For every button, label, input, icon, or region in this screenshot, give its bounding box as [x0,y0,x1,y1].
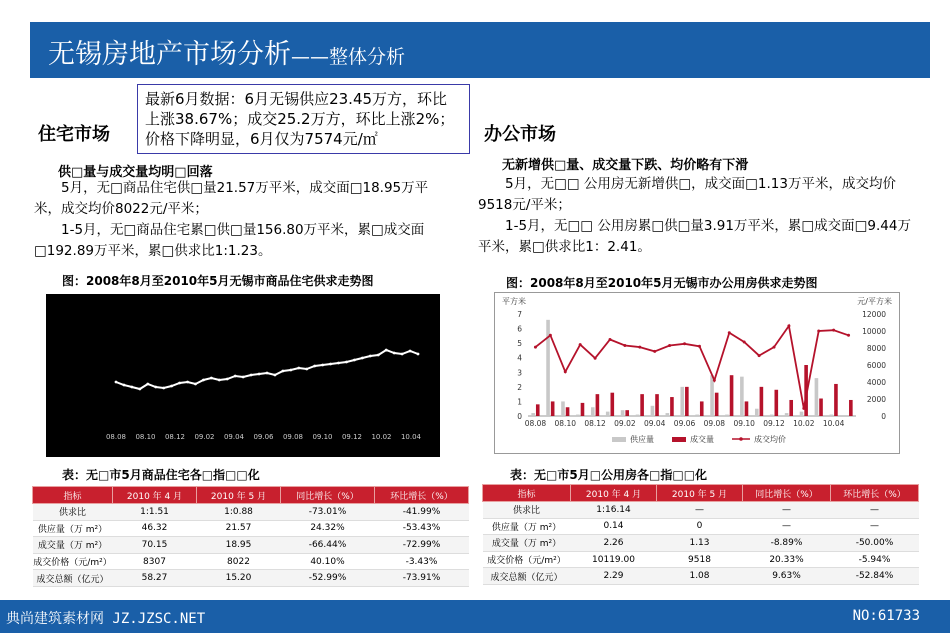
office-deal-bar [745,401,749,416]
table-header-cell: 2010 年 5 月 [657,485,743,502]
residential-x-tick-label: 09.08 [282,433,304,441]
residential-data-point [130,386,133,389]
office-supply-bar [636,415,640,416]
office-deal-bar [670,397,674,416]
office-price-point [832,329,835,332]
table-cell: 20.33% [743,551,831,568]
table-header-cell: 指标 [483,485,571,502]
residential-data-point [202,379,205,382]
office-y-right-tick: 10000 [862,327,886,336]
residential-section-title: 住宅市场 [38,124,110,145]
office-deal-bar [685,387,689,416]
table-header-row [33,487,469,504]
table-row [483,568,919,585]
table-cell: 供应量（万 m²） [483,518,571,535]
residential-indicator-table [32,486,469,587]
office-indicator-table [482,484,919,585]
table-header-cell: 2010 年 5 月 [197,487,281,504]
table-cell: — [831,502,919,519]
office-supply-bar [830,415,834,416]
table-header-cell: 环比增长（%） [831,485,919,502]
office-y-left-tick: 4 [517,353,522,363]
office-supply-bar [725,415,729,416]
table-cell: — [831,518,919,535]
table-cell: -5.94% [831,551,919,568]
table-cell: 18.95 [197,537,281,554]
table-cell: — [657,502,743,519]
latest-data-callout: 最新6月数据：6月无锡供应23.45万方，环比上涨38.67%；成交25.2万方，环比上涨2%；价格下降明显，6月仅为7574元/㎡ [137,84,470,154]
office-x-tick-label: 09.10 [733,419,755,428]
office-price-point [743,341,746,344]
residential-data-point [178,382,181,385]
office-supply-bar [740,377,744,416]
residential-chart [46,294,440,457]
residential-data-point [115,381,118,384]
table-cell: -72.99% [375,537,469,554]
table-header-cell: 同比增长（%） [281,487,375,504]
residential-data-point [393,352,396,355]
office-deal-bar [581,403,585,416]
residential-data-point [321,364,324,367]
residential-data-point [146,383,149,386]
table-cell: -53.43% [375,520,469,537]
table-cell: — [743,518,831,535]
office-x-tick-label: 10.02 [793,419,815,428]
table-row [483,551,919,568]
table-row [33,570,469,587]
footer-bar [0,600,950,633]
office-y-left-tick: 6 [517,324,522,334]
table-cell: 9518 [657,551,743,568]
residential-data-point [345,361,348,364]
office-supply-bar [666,413,670,416]
office-price-point [653,350,656,353]
footer-watermark: 典尚建筑素材网 JZ.JZSC.NET [6,611,206,627]
office-supply-bar [606,412,610,416]
residential-x-tick-label: 09.04 [223,433,245,441]
table-header-cell: 环比增长（%） [375,487,469,504]
table-cell: 1:0.88 [197,504,281,521]
office-deal-bar [760,387,764,416]
table-row [483,518,919,535]
table-cell: -8.89% [743,535,831,552]
table-cell: 0.14 [571,518,657,535]
office-y-right-tick: 8000 [866,344,886,353]
office-supply-bar [770,415,774,416]
table-cell: 10119.00 [571,551,657,568]
residential-para-1: 5月，无□商品住宅供□量21.57万平米，成交面□18.95万平米，成交均价8022元/平米； [34,180,429,217]
table-cell: -3.43% [375,553,469,570]
office-deal-bar [700,401,704,416]
office-supply-bar [591,407,595,416]
office-price-point [594,357,597,360]
residential-data-point [409,350,412,353]
residential-data-point [281,370,284,373]
title-banner [30,22,930,78]
table-cell: 成交总额（亿元） [33,570,113,587]
office-deal-bar [775,390,779,416]
office-price-point [609,338,612,341]
office-supply-bar [815,378,819,416]
table-row [33,553,469,570]
residential-data-point [154,386,157,389]
table-header-cell: 2010 年 4 月 [113,487,197,504]
residential-data-point [353,359,356,362]
residential-data-point [266,372,269,375]
residential-data-point [361,357,364,360]
office-x-tick-label: 08.10 [554,419,577,428]
office-price-point [638,346,641,349]
residential-data-point [313,365,316,368]
office-legend-supply-swatch [612,437,626,442]
table-cell: 供应量（万 m²） [33,520,113,537]
table-cell: 2.26 [571,535,657,552]
office-x-tick-label: 09.06 [673,419,696,428]
page-title: 无锡房地产市场分析——整体分析 [48,39,406,70]
office-price-point [668,344,671,347]
residential-data-point [258,373,261,376]
table-cell: 2.29 [571,568,657,585]
office-y-right-tick: 12000 [862,310,886,319]
office-price-point [623,344,626,347]
table-row [33,504,469,521]
table-cell: -50.00% [831,535,919,552]
footer-number: NO:61733 [852,608,920,624]
residential-data-point [194,383,197,386]
table-cell: 9.63% [743,568,831,585]
table-cell: -66.44% [281,537,375,554]
office-deal-bar [789,400,793,416]
office-y-left-label: 平方米 [502,297,526,306]
table-cell: 成交价格（元/m²） [483,551,571,568]
office-deal-bar [655,394,659,416]
office-deal-bar [551,401,555,416]
office-supply-bar [800,412,804,416]
office-price-point [698,345,701,348]
office-price-point [579,343,582,346]
residential-para-2: 1-5月，无□商品住宅累□供□量156.80万平米，累□成交面□192.89万平米，累□供求比1:1.23。 [34,222,425,259]
office-x-tick-label: 09.08 [703,419,726,428]
office-y-left-tick: 7 [517,310,522,319]
table-header-cell: 指标 [33,487,113,504]
residential-data-point [297,367,300,370]
table-cell: 40.10% [281,553,375,570]
residential-data-point [170,385,173,388]
residential-x-tick-label: 09.10 [312,433,333,441]
office-y-right-tick: 0 [881,412,886,421]
office-x-tick-label: 09.04 [643,419,666,428]
table-cell: 15.20 [197,570,281,587]
residential-x-tick-label: 08.10 [135,433,156,441]
office-deal-bar [536,404,540,416]
office-price-point [564,370,567,373]
office-price-point [713,379,716,382]
residential-data-point [162,387,165,390]
office-table-caption: 表：无□市5月□公用房各□指□□化 [510,468,708,482]
office-y-left-tick: 5 [517,339,522,349]
residential-x-tick-label: 09.12 [341,433,363,441]
residential-x-tick-label: 08.08 [105,433,127,441]
table-cell: 1.13 [657,535,743,552]
table-cell: 1:1.51 [113,504,197,521]
office-y-right-label: 元/平方米 [857,297,892,306]
table-cell: — [743,502,831,519]
table-cell: 8022 [197,553,281,570]
office-y-left-tick: 2 [517,382,522,392]
table-row [33,537,469,554]
office-deal-bar [640,394,644,416]
office-x-tick-label: 10.04 [822,419,845,428]
table-cell: 24.32% [281,520,375,537]
table-row [483,502,919,519]
table-row [33,520,469,537]
residential-data-point [385,349,388,352]
office-legend-price-label: 成交均价 [754,435,786,444]
office-legend-deal-swatch [672,437,686,442]
table-cell: 供求比 [33,504,113,521]
table-cell: 供求比 [483,502,571,519]
table-cell: 1.08 [657,568,743,585]
office-supply-bar [680,387,684,416]
residential-x-tick-label: 10.02 [371,433,392,441]
office-y-left-tick: 1 [517,397,522,407]
office-x-tick-label: 08.08 [524,419,547,428]
office-supply-bar [561,401,565,416]
office-price-point [802,407,805,410]
office-deal-bar [625,410,629,416]
office-chart [494,292,900,454]
table-header-row [483,485,919,502]
office-price-point [549,334,552,337]
residential-table-caption: 表：无□市5月商品住宅各□指□□化 [62,468,260,482]
residential-data-point [123,384,126,387]
residential-data-point [226,378,229,381]
office-deal-bar [730,375,734,416]
office-para-1: 5月，无□□ 公用房无新增供□，成交面□1.13万平米，成交均价9518元/平米； [478,176,896,213]
residential-x-tick-label: 09.02 [194,433,215,441]
table-header-cell: 2010 年 4 月 [571,485,657,502]
office-x-tick-label: 09.02 [614,419,636,428]
office-deal-bar [596,394,600,416]
residential-chart-caption: 图：2008年8月至2010年5月无锡市商品住宅供求走势图 [62,274,374,288]
office-price-point [683,342,686,345]
office-y-right-tick: 4000 [866,378,886,387]
office-chart-caption: 图：2008年8月至2010年5月无锡市办公用房供求走势图 [506,276,818,290]
office-y-left-tick: 3 [517,368,522,378]
office-supply-bar [651,406,655,416]
table-cell: 1:16.14 [571,502,657,519]
office-text [478,174,918,258]
residential-x-tick-label: 09.06 [253,433,274,441]
office-legend-supply-label: 供应量 [630,435,654,444]
residential-data-point [138,388,141,391]
table-row [483,535,919,552]
table-cell: 成交量（万 m²） [483,535,571,552]
office-y-right-tick: 6000 [866,361,886,370]
office-price-point [847,334,850,337]
office-supply-bar [621,410,625,416]
office-supply-bar [576,415,580,416]
table-cell: 成交量（万 m²） [33,537,113,554]
office-deal-bar [566,407,570,416]
residential-subhead: 供□量与成交量均明□回落 [58,165,213,180]
residential-data-point [210,377,213,380]
office-deal-bar [715,393,719,416]
office-y-left-tick: 0 [517,412,522,421]
residential-data-point [305,368,308,371]
office-price-point [773,346,776,349]
table-cell: 46.32 [113,520,197,537]
office-subhead: 无新增供□量、成交量下跌、均价略有下滑 [502,158,749,173]
table-header-cell: 同比增长（%） [743,485,831,502]
office-price-point [787,324,790,327]
residential-data-point [218,379,221,382]
office-deal-bar [834,384,838,416]
residential-data-point [377,354,380,357]
office-price-point [534,346,537,349]
residential-data-point [274,374,277,377]
office-legend-deal-label: 成交量 [690,435,714,444]
table-cell: 70.15 [113,537,197,554]
table-cell: -41.99% [375,504,469,521]
table-cell: 21.57 [197,520,281,537]
office-supply-bar [755,409,759,416]
table-cell: -73.91% [375,570,469,587]
office-deal-bar [849,400,853,416]
office-price-point [817,330,820,333]
residential-data-point [337,362,340,365]
office-supply-bar [531,413,535,416]
residential-data-point [234,375,237,378]
office-para-2: 1-5月，无□□ 公用房累□供□量3.91万平米，累□成交面□9.44万平米，累□供求比1：2.41。 [478,218,911,255]
page-subtitle: ——整体分析 [291,46,406,68]
table-cell: 8307 [113,553,197,570]
residential-data-point [289,369,292,372]
residential-data-point [186,381,189,384]
office-legend-price-marker [739,437,743,441]
residential-text [34,178,439,262]
residential-data-point [329,363,332,366]
office-supply-bar [695,415,699,416]
table-cell: 成交总额（亿元） [483,568,571,585]
table-cell: 58.27 [113,570,197,587]
office-y-right-tick: 2000 [866,395,886,404]
office-chart-frame [495,293,900,454]
table-cell: -52.84% [831,568,919,585]
office-deal-bar [611,393,615,416]
table-cell: -52.99% [281,570,375,587]
residential-x-tick-label: 08.12 [164,433,186,441]
table-cell: 成交价格（元/m²） [33,553,113,570]
office-supply-bar [785,413,789,416]
office-price-point [758,354,761,357]
residential-data-point [250,374,253,377]
office-section-title: 办公市场 [484,124,556,145]
office-x-tick-label: 08.12 [584,419,606,428]
office-deal-bar [819,399,823,416]
office-price-point [728,331,731,334]
office-x-tick-label: 09.12 [763,419,785,428]
residential-data-point [369,355,372,358]
residential-data-point [242,376,245,379]
residential-data-point [417,353,420,356]
table-cell: -73.01% [281,504,375,521]
table-cell: 0 [657,518,743,535]
residential-x-tick-label: 10.04 [400,433,422,441]
residential-data-point [401,353,404,356]
